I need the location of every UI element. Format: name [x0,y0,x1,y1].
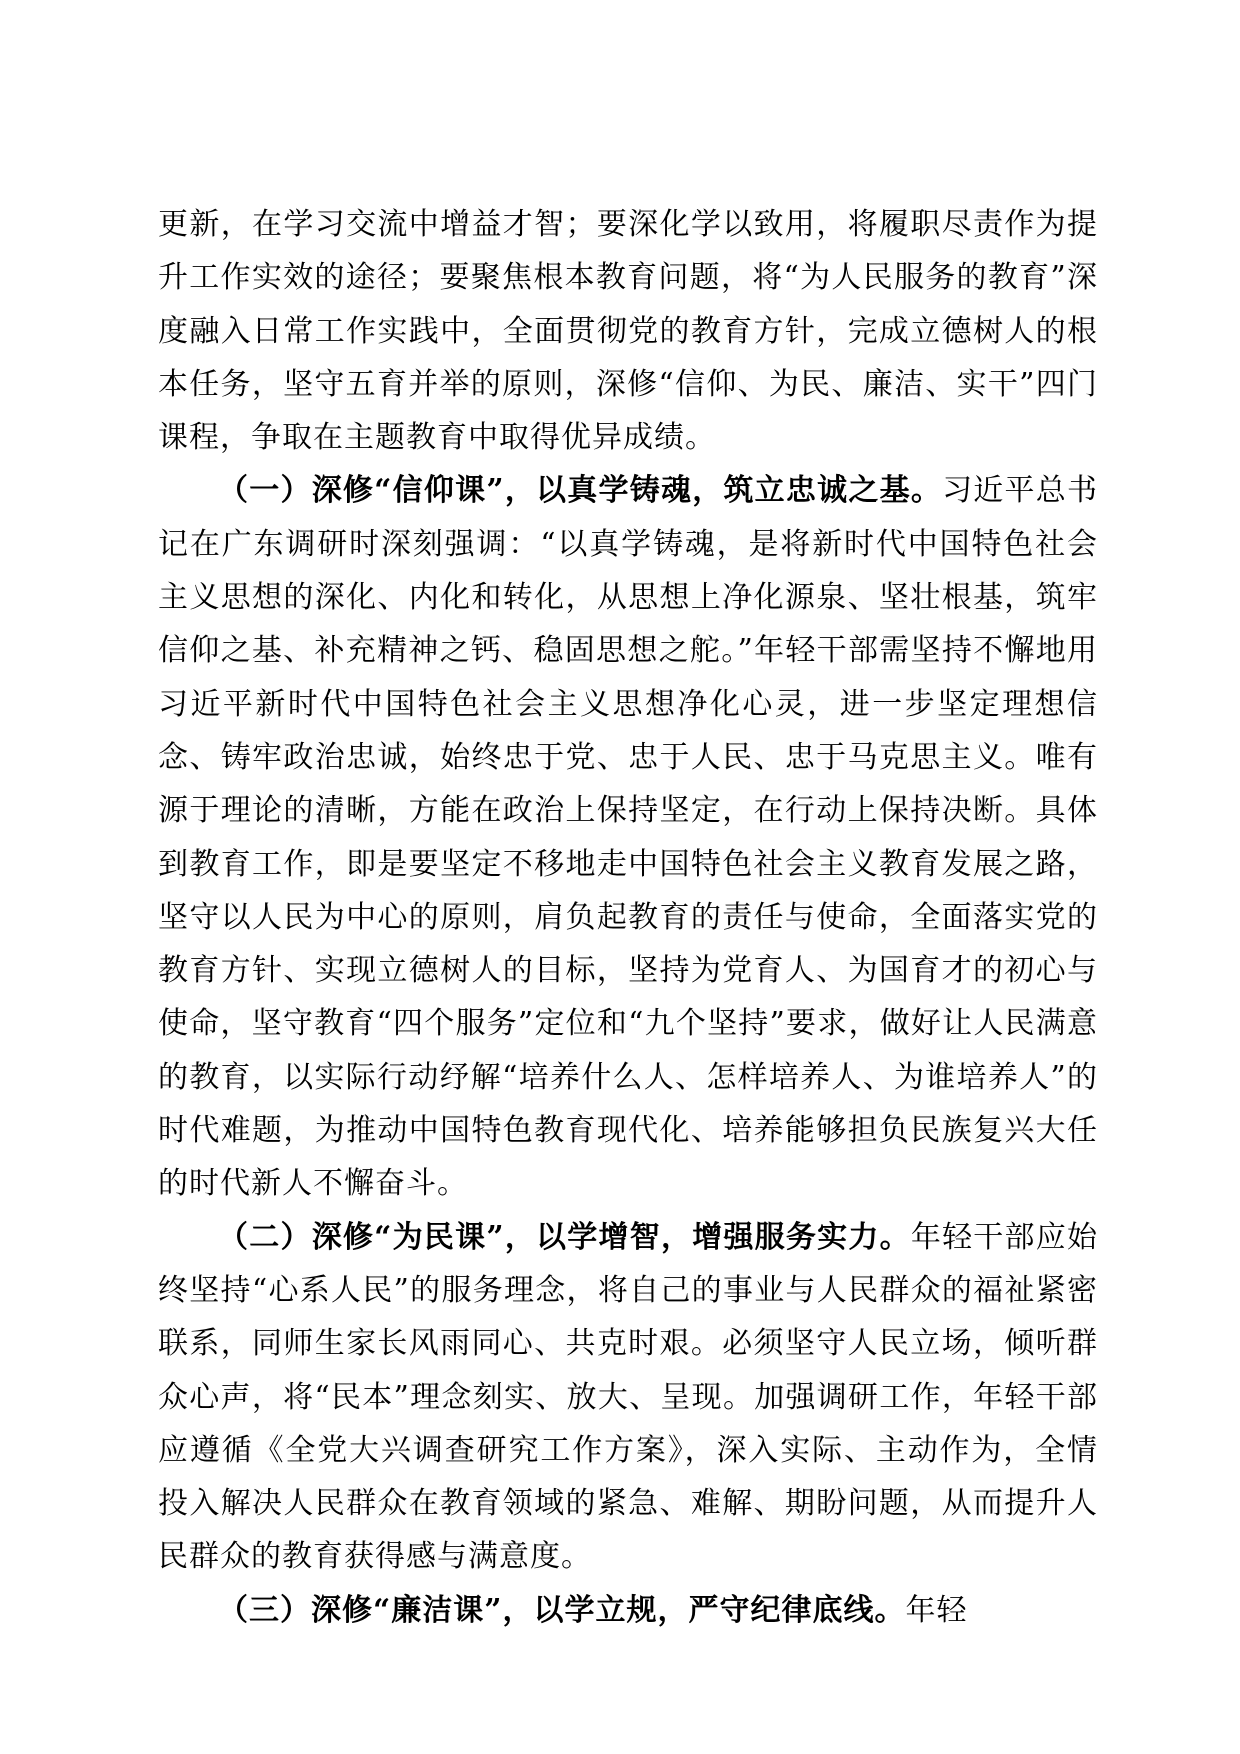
paragraph-section-3 [158,1584,1098,1637]
paragraph-intro [158,198,1098,464]
section-heading: （三）深修“廉洁课”，以学立规，严守纪律底线。 [218,1592,906,1628]
paragraph-text: 年轻 [905,1592,968,1628]
section-heading: （二）深修“为民课”，以学增智，增强服务实力。 [218,1219,911,1255]
paragraph-text: 习近平总书记在广东调研时深刻强调：“以真学铸魂，是将新时代中国特色社会主义思想的深化、内化和转化，从思想上净化源泉、坚壮根基，筑牢信仰之基、补充精神之钙、稳固思想之舵。”年轻干部需坚持不懈地用习近平新时代中国特色社会主义思想净化心灵，进一步坚定理想信念、铸牢政治忠诚，始终忠于党、忠于人民、忠于马克思主义。唯有源于理论的清晰，方能在政治上保持坚定，在行动上保持决断。具体到教育工作，即是要坚定不移地走中国特色社会主义教育发展之路，坚守以人民为中心的原则，肩负起教育的责任与使命，全面落实党的教育方针、实现立德树人的目标，坚持为党育人、为国育才的初心与使命，坚守教育“四个服务”定位和“九个坚持”要求，做好让人民满意的教育，以实际行动纾解“培养什么人、怎样培养人、为谁培养人”的时代难题，为推动中国特色教育现代化、培养能够担负民族复兴大任的时代新人不懈奋斗。 [158,473,1099,1202]
paragraph-text: 更新，在学习交流中增益才智；要深化学以致用，将履职尽责作为提升工作实效的途径；要聚焦根本教育问题，将“为人民服务的教育”深度融入日常工作实践中，全面贯彻党的教育方针，完成立德树人的根本任务，坚守五育并举的原则，深修“信仰、为民、廉洁、实干”四门课程，争取在主题教育中取得优异成绩。 [158,207,1098,456]
document-page [158,198,1098,1637]
paragraph-text: 年轻干部应始终坚持“心系人民”的服务理念，将自己的事业与人民群众的福祉紧密联系，同师生家长风雨同心、共克时艰。必须坚守人民立场，倾听群众心声，将“民本”理念刻实、放大、呈现。加强调研工作，年轻干部应遵循《全党大兴调查研究工作方案》，深入实际、主动作为，全情投入解决人民群众在教育领域的紧急、难解、期盼问题，从而提升人民群众的教育获得感与满意度。 [158,1219,1099,1575]
paragraph-section-2 [158,1211,1098,1584]
section-heading: （一）深修“信仰课”，以真学铸魂，筑立忠诚之基。 [218,473,943,509]
paragraph-section-1 [158,464,1098,1210]
